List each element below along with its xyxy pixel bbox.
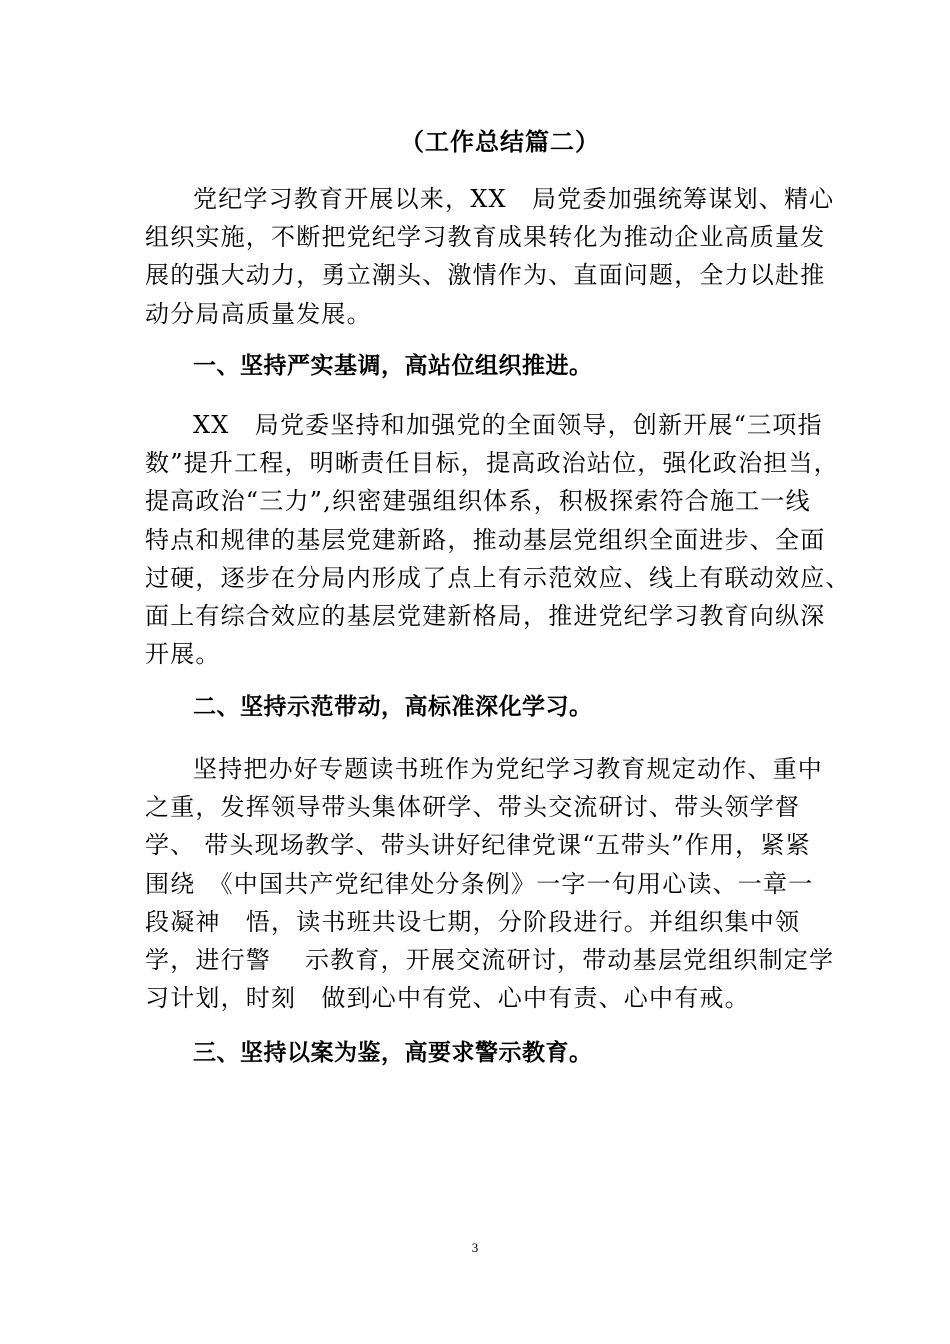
paragraph-line: 特点和规律的基层党建新路，推动基层党组织全面进步、全面 (145, 525, 826, 554)
paragraph-line: 围绕 《中国共产党纪律处分条例》一字一句用心读、一章一 (145, 869, 814, 898)
page-number: 3 (471, 1240, 479, 1255)
section-heading-3: 三、坚持以案为鉴，高要求警示教育。 (193, 1040, 593, 1066)
paragraph-line: 学、 带头现场教学、带头讲好纪律党课“五带头”作用，紧紧 (145, 831, 811, 860)
paragraph-line: 习计划，时刻 做到心中有党、心中有责、心中有戒。 (145, 984, 750, 1013)
paragraph-line: 党纪学习教育开展以来，XX 局党委加强统筹谋划、精心 (193, 185, 835, 213)
paragraph-line: 坚持把办好专题读书班作为党纪学习教育规定动作、重中 (193, 755, 823, 783)
section-heading-2: 二、坚持示范带动，高标准深化学习。 (193, 694, 593, 720)
paragraph-line: 动分局高质量发展。 (145, 299, 372, 328)
paragraph-line: 开展。 (145, 640, 221, 669)
paragraph-line: 学，进行警 示教育，开展交流研讨，带动基层党组织制定学 (145, 946, 835, 975)
section-1-paragraph (145, 406, 851, 673)
paragraph-line: XX 局党委坚持和加强党的全面领导，创新开展“三项指 (193, 411, 823, 439)
paragraph-line: 组织实施，不断把党纪学习教育成果转化为推动企业高质量发 (145, 223, 826, 252)
paragraph-line: 展的强大动力，勇立潮头、激情作为、直面问题，全力以赴推 (145, 261, 826, 290)
section-2-paragraph (145, 750, 835, 1017)
paragraph-line: 段凝神 悟，读书班共设七期，分阶段进行。并组织集中领 (145, 907, 801, 936)
paragraph-line: 之重，发挥领导带头集体研学、带头交流研讨、带头领学督 (145, 793, 801, 822)
paragraph-line: 面上有综合效应的基层党建新格局，推进党纪学习教育向纵深 (145, 602, 826, 631)
paragraph-line: 数”提升工程，明晰责任目标，提高政治站位，强化政治担当， (145, 449, 839, 478)
intro-paragraph (145, 180, 835, 333)
paragraph-line: 过硬，逐步在分局内形成了点上有示范效应、线上有联动效应、 (145, 563, 851, 592)
paragraph-line: 提高政治“三力”,织密建强组织体系，积极探索符合施工一线 (145, 487, 811, 516)
section-heading-1: 一、坚持严实基调，高站位组织推进。 (193, 353, 593, 379)
document-title: （工作总结篇二） (400, 127, 600, 156)
